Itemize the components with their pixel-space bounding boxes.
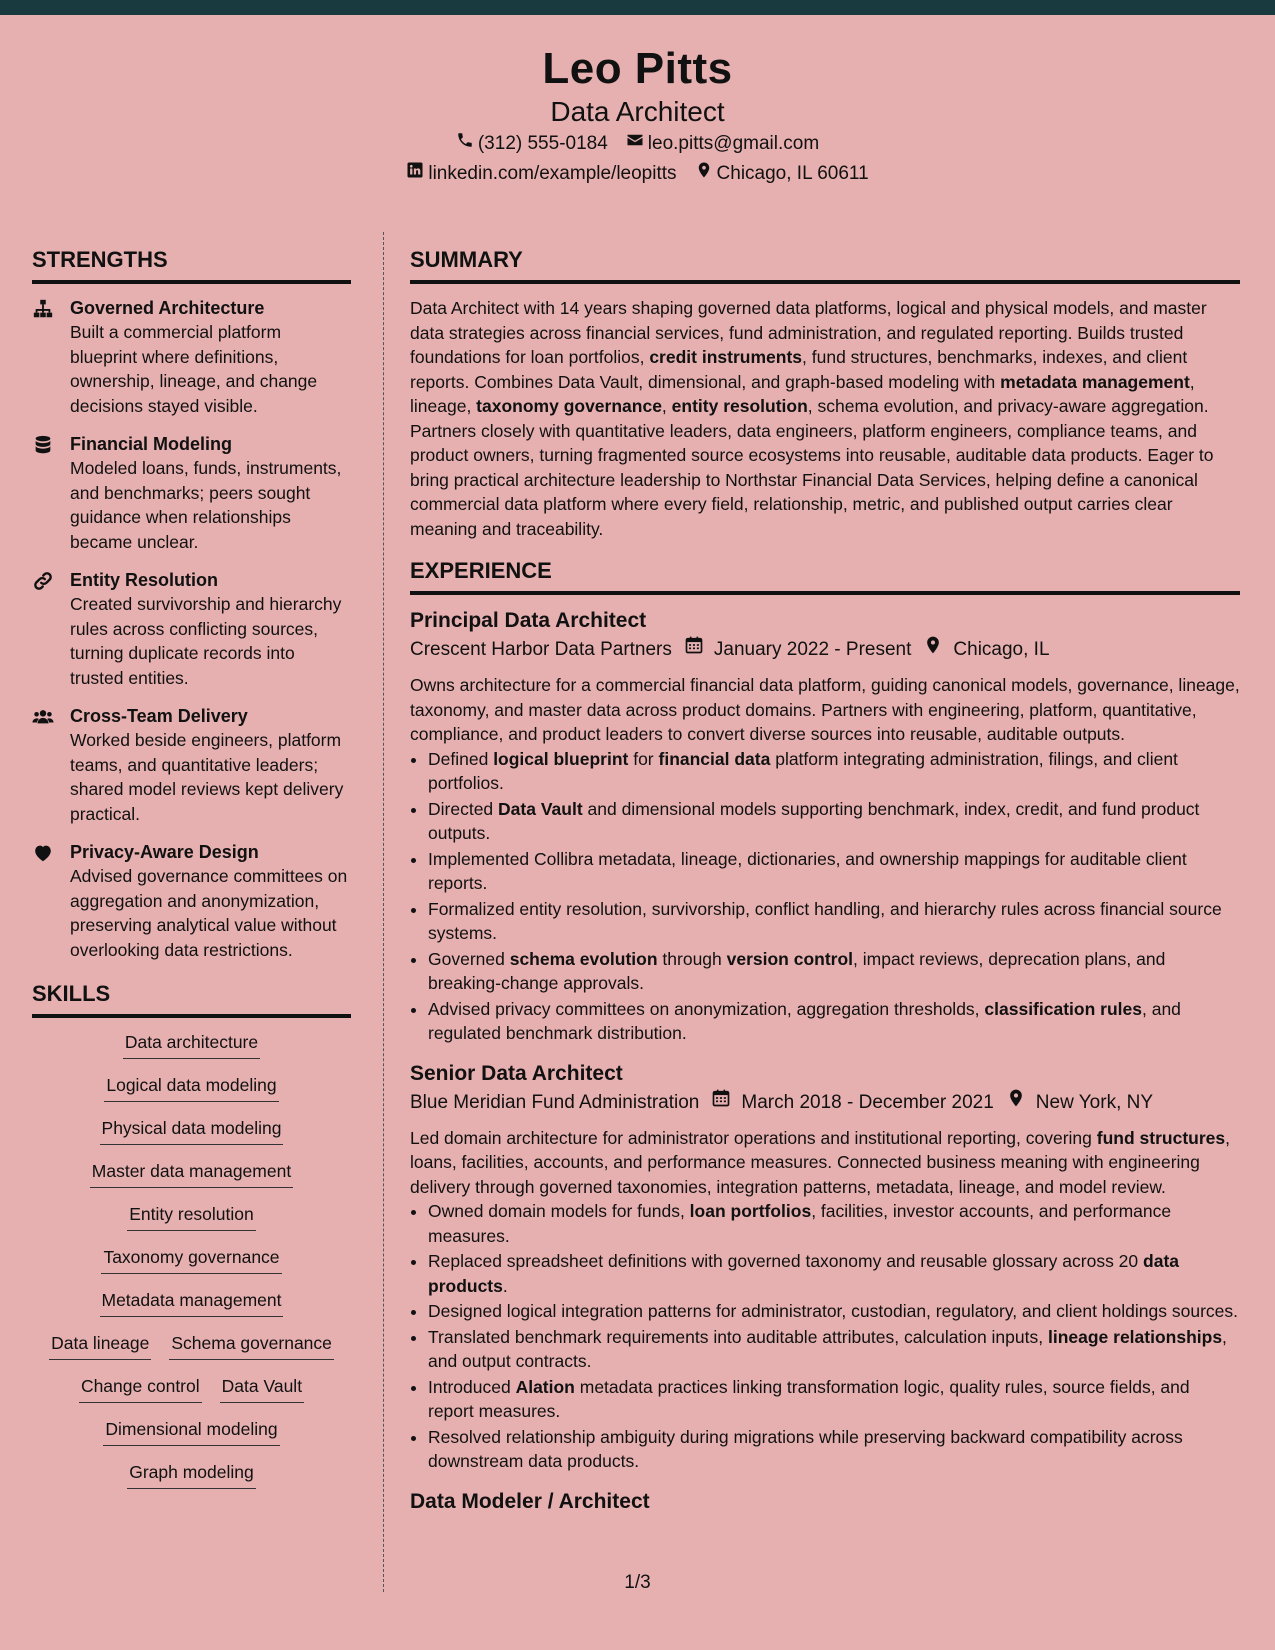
strength-body: [70, 432, 351, 554]
strengths-list: [32, 296, 351, 962]
text-run: Translated benchmark requirements into auditable attributes, calculation inputs,: [428, 1326, 1048, 1347]
skill-tag: Change control: [79, 1374, 202, 1403]
location-text: Chicago, IL 60611: [716, 163, 869, 184]
job-dates-text: January 2022 - Present: [713, 639, 912, 660]
bullet-item: [428, 1325, 1240, 1374]
job-location-text: Chicago, IL: [953, 639, 1050, 660]
text-run: .: [502, 1275, 508, 1296]
job-description: [410, 673, 1240, 747]
bold-keyword: loan portfolios: [689, 1201, 812, 1221]
strength-body: [70, 840, 351, 962]
text-run: Defined: [428, 748, 494, 769]
bullet-item: [428, 847, 1240, 896]
strengths-heading: STRENGTHS: [32, 246, 351, 284]
bullet-item: [428, 897, 1240, 946]
bold-keyword: metadata management: [1000, 371, 1190, 392]
users-icon: [32, 704, 58, 826]
text-run: Formalized entity resolution, survivorship, conflict handling, and hierarchy rules across financial source systems.: [428, 898, 1222, 943]
job-bullets: [410, 1199, 1240, 1474]
job-title: Principal Data Architect: [410, 609, 647, 632]
skill-row: [32, 1073, 351, 1102]
text-run: , loans, facilities, accounts, and performance measures. Connected business meaning with engineering delivery through governed taxonomies, integration patterns, metadata, lineage, and model review.: [410, 1127, 1230, 1197]
bold-keyword: financial data: [658, 748, 771, 769]
text-run: Resolved relationship ambiguity during migrations while preserving backward compatibility across downstream data products.: [428, 1426, 1183, 1471]
text-run: Introduced: [428, 1376, 516, 1397]
calendar-icon: [684, 635, 704, 665]
text-run: Owned domain models for funds,: [428, 1201, 690, 1221]
skill-row: [32, 1030, 351, 1059]
skill-row: [32, 1202, 351, 1231]
skill-row: [32, 1417, 351, 1446]
job-entry: [410, 1060, 1240, 1474]
bullet-item: [428, 747, 1240, 796]
skill-row: [32, 1245, 351, 1274]
skill-row: [32, 1116, 351, 1145]
skill-tag: Master data management: [90, 1159, 293, 1188]
bullet-item: [428, 1199, 1240, 1248]
text-run: through: [657, 948, 727, 969]
skill-row: [32, 1159, 351, 1188]
job-bullets: [410, 747, 1240, 1046]
text-run: Advised privacy committees on anonymization, aggregation thresholds,: [428, 998, 985, 1019]
skill-row: [32, 1331, 351, 1360]
bold-keyword: Data Vault: [498, 798, 583, 819]
job-company: Blue Meridian Fund Administration: [410, 1091, 700, 1113]
job-dates-text: March 2018 - December 2021: [741, 1091, 994, 1113]
strength-body: [70, 568, 351, 690]
map-pin-icon: [1006, 1088, 1026, 1118]
skill-tag: Physical data modeling: [100, 1116, 284, 1145]
bold-keyword: fund structures: [1096, 1127, 1226, 1148]
bullet-item: [428, 1375, 1240, 1424]
contact-row-1: [0, 129, 1275, 159]
phone-contact[interactable]: [456, 129, 608, 159]
job-meta: [410, 635, 1240, 665]
contact-row-2: [0, 159, 1275, 189]
text-run: ,: [661, 396, 672, 416]
strength-body: [70, 704, 351, 826]
column-divider: [383, 232, 384, 1592]
summary-text: [410, 296, 1240, 541]
text-run: Implemented Collibra metadata, lineage, dictionaries, and ownership mappings for auditable client reports.: [428, 848, 1187, 893]
bold-keyword: Alation: [515, 1376, 575, 1397]
bold-keyword: schema evolution: [509, 948, 658, 969]
linkedin-icon: [406, 159, 424, 189]
job-dates: [711, 1088, 993, 1118]
text-run: for: [628, 748, 659, 769]
skills-heading: SKILLS: [32, 980, 351, 1018]
strength-desc: Modeled loans, funds, instruments, and benchmarks; peers sought guidance when relationships became unclear.: [70, 458, 342, 552]
skill-tag: Dimensional modeling: [103, 1417, 279, 1446]
bold-keyword: classification rules: [984, 998, 1142, 1019]
strength-title: Cross-Team Delivery: [70, 706, 248, 726]
skill-tag: Data Vault: [220, 1374, 304, 1403]
skill-row: [32, 1288, 351, 1317]
bullet-item: [428, 1425, 1240, 1474]
strength-title: Governed Architecture: [70, 298, 265, 318]
calendar-icon: [711, 1088, 731, 1118]
heart-icon: [32, 840, 58, 962]
left-column: [32, 246, 351, 1503]
strength-body: [70, 296, 351, 418]
text-run: Led domain architecture for administrator operations and institutional reporting, covering: [410, 1127, 1097, 1148]
sitemap-icon: [32, 296, 58, 418]
strength-item: [32, 568, 351, 690]
text-run: metadata practices linking transformation logic, quality rules, source fields, and report measures.: [428, 1376, 1190, 1421]
bullet-item: [428, 997, 1240, 1046]
strength-item: [32, 840, 351, 962]
skill-tag: Metadata management: [100, 1288, 284, 1317]
text-run: , lineage,: [410, 371, 1195, 416]
skill-tag: Schema governance: [169, 1331, 334, 1360]
bold-keyword: entity resolution: [671, 396, 808, 416]
job-company: Crescent Harbor Data Partners: [410, 639, 672, 660]
bullet-item: [428, 947, 1240, 996]
strength-desc: Created survivorship and hierarchy rules across conflicting sources, turning duplicate records into trusted entities.: [70, 594, 342, 688]
text-run: , fund structures, benchmarks, indexes, and client reports. Combines Data Vault, dimensional, and graph-based modeling with: [410, 347, 1188, 392]
experience-list: [410, 607, 1240, 1516]
skills-list: [32, 1030, 351, 1489]
skill-tag: Graph modeling: [127, 1460, 256, 1489]
bold-keyword: taxonomy governance: [476, 396, 662, 416]
strength-title: Privacy-Aware Design: [70, 842, 259, 862]
text-run: , and regulated benchmark distribution.: [428, 998, 1181, 1043]
text-run: Replaced spreadsheet definitions with governed taxonomy and reusable glossary across 20: [428, 1251, 1144, 1271]
strength-item: [32, 296, 351, 418]
job-title: Senior Data Architect: [410, 1061, 623, 1085]
skill-row: [32, 1460, 351, 1489]
text-run: , impact reviews, deprecation plans, and breaking-change approvals.: [428, 948, 1166, 993]
linkedin-contact[interactable]: [406, 159, 676, 189]
bullet-item: [428, 797, 1240, 846]
email-contact[interactable]: [626, 129, 819, 159]
bold-keyword: logical blueprint: [493, 748, 629, 769]
job-location: [1006, 1088, 1153, 1118]
job-entry: [410, 1488, 1240, 1516]
bold-keyword: credit instruments: [649, 347, 803, 367]
right-column: [410, 246, 1240, 1516]
text-run: and dimensional models supporting benchmark, index, credit, and fund product outputs.: [428, 798, 1200, 843]
bullet-item: [428, 1299, 1240, 1324]
text-run: Governed: [428, 948, 510, 969]
database-icon: [32, 432, 58, 554]
top-accent-bar: [0, 0, 1275, 15]
summary-heading: SUMMARY: [410, 246, 1240, 284]
resume-header: [0, 15, 1275, 205]
job-location: [923, 635, 1049, 665]
linkedin-text: linkedin.com/example/leopitts: [428, 163, 677, 184]
page-number: 1/3: [624, 1572, 651, 1593]
experience-heading: EXPERIENCE: [410, 557, 1240, 595]
job-description: [410, 1126, 1240, 1200]
text-run: , facilities, investor accounts, and performance measures.: [428, 1201, 1172, 1246]
candidate-name: Leo Pitts: [542, 44, 733, 93]
map-pin-icon: [923, 635, 943, 665]
skill-tag: Taxonomy governance: [101, 1245, 281, 1274]
text-run: , schema evolution, and privacy-aware aggregation. Partners closely with quantitative leaders, data engineers, platform engineers, compliance teams, and product owners, turning fragmented source ecosystems into reusable, auditable data products. Eager to bring practical architecture leadership to Northstar Financial Data Services, helping define a canonical commercial data platform where every field, relationship, metric, and published output carries clear meaning and traceability.: [410, 396, 1214, 539]
skill-row: [32, 1374, 351, 1403]
strength-desc: Advised governance committees on aggregation and anonymization, preserving analytical value without overlooking data restrictions.: [70, 866, 348, 960]
map-pin-icon: [695, 159, 713, 189]
bold-keyword: lineage relationships: [1047, 1326, 1223, 1347]
text-run: , and output contracts.: [428, 1326, 1227, 1371]
bold-keyword: data products: [428, 1251, 1179, 1296]
text-run: Designed logical integration patterns for administrator, custodian, regulatory, and client holdings sources.: [428, 1301, 1238, 1321]
text-run: Owns architecture for a commercial financial data platform, guiding canonical models, governance, lineage, taxonomy, and master data across product domains. Partners with engineering, platform, quantitative, compliance, and product leaders to convert diverse sources into reusable, auditable outputs.: [410, 675, 1240, 744]
skill-tag: Data architecture: [123, 1030, 260, 1059]
strength-item: [32, 704, 351, 826]
text-run: Directed: [428, 798, 499, 819]
phone-text: (312) 555-0184: [477, 133, 608, 154]
bold-keyword: version control: [726, 948, 854, 969]
phone-icon: [456, 129, 474, 159]
candidate-role: Data Architect: [550, 96, 725, 127]
envelope-icon: [626, 129, 644, 159]
job-entry: [410, 607, 1240, 1046]
skill-tag: Data lineage: [49, 1331, 151, 1360]
text-run: platform integrating administration, filings, and client portfolios.: [428, 748, 1178, 793]
strength-desc: Built a commercial platform blueprint where definitions, ownership, lineage, and change decisions stayed visible.: [70, 322, 318, 416]
strength-title: Entity Resolution: [70, 570, 218, 590]
job-meta: [410, 1088, 1240, 1118]
strength-title: Financial Modeling: [70, 434, 233, 454]
link-icon: [32, 568, 58, 690]
job-title: Data Modeler / Architect: [410, 1489, 650, 1513]
bullet-item: [428, 1249, 1240, 1298]
text-run: Data Architect with 14 years shaping governed data platforms, logical and physical models, and master data strategies across financial services, fund administration, and regulated reporting. Builds trusted foundations for loan portfolios,: [410, 298, 1207, 367]
skill-tag: Logical data modeling: [104, 1073, 278, 1102]
job-dates: [684, 635, 912, 665]
location-contact: [695, 159, 869, 189]
skill-tag: Entity resolution: [127, 1202, 256, 1231]
strength-desc: Worked beside engineers, platform teams, and quantitative leaders; shared model reviews kept delivery practical.: [70, 730, 344, 824]
job-location-text: New York, NY: [1035, 1091, 1154, 1113]
strength-item: [32, 432, 351, 554]
email-text: leo.pitts@gmail.com: [647, 133, 820, 154]
